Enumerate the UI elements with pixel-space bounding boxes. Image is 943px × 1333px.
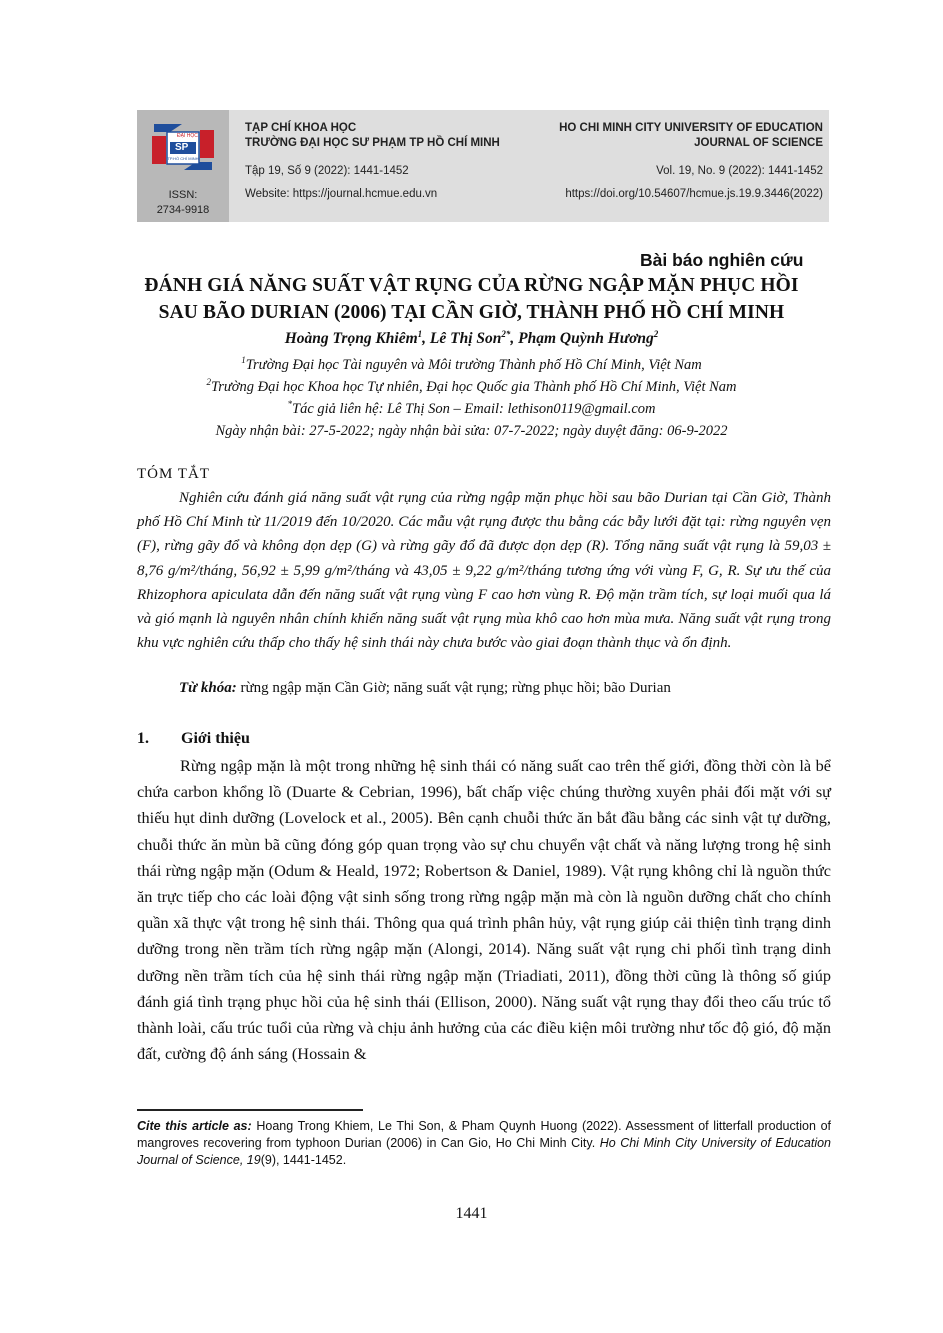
keywords-text: rừng ngập mặn Cần Giờ; năng suất vật rụng; rừng phục hồi; bão Durian [240,680,671,696]
journal-name-vi-1: TẠP CHÍ KHOA HỌC [245,122,357,134]
volume-en: Vol. 19, No. 9 (2022): 1441-1452 [656,165,823,177]
journal-name-en-2: JOURNAL OF SCIENCE [694,137,823,149]
citation-footnote [137,1118,831,1168]
corresponding-text: Tác giả liên hệ: Lê Thị Son – Email: lethison0119@gmail.com [292,401,656,417]
journal-logo-block [137,110,229,222]
author-2-sup: 2* [501,328,511,339]
affiliation-2 [0,379,943,396]
logo-mark: SP [175,142,189,153]
issn-label: ISSN: [168,189,198,201]
citation-label: Cite this article as: [137,1119,252,1133]
citation-text: Hoang Trong Khiem, Le Thi Son, & Pham Quynh Huong (2022). Assessment of litterfall production of mangroves recovering from typhoon Durian (2006) in Can Gio, Ho Chi Minh City. [137,1119,831,1150]
affiliation-1-sup: 1 [241,355,246,366]
affiliation-1-text: Trường Đại học Tài nguyên và Môi trường Thành phố Hồ Chí Minh, Việt Nam [245,357,702,373]
section-title: Giới thiệu [181,730,250,747]
author-2: Lê Thị Son [429,330,502,347]
citation-volume: 19 [246,1152,261,1167]
abstract-text: Nghiên cứu đánh giá năng suất vật rụng của rừng ngập mặn phục hồi sau bão Durian tại Cần Giờ, Thành phố Hồ Chí Minh từ 11/2019 đến 10/2020. Các mẫu vật rụng được thu bằng các bẫy lưới đặt tại: rừng nguyên vẹn (F), rừng gãy đổ và không dọn dẹp (G) và rừng gãy đổ đã được dọn dẹp (R). Tổng năng suất vật rụng là 59,03 ± 8,76 g/m²/tháng, 56,92 ± 5,99 g/m²/tháng và 43,05 ± 9,22 g/m²/tháng tương ứng với vùng F, G, R. Sự ưu thế của Rhizophora apiculata dẫn đến năng suất vật rụng vùng F cao hơn vùng R. Độ mặn trầm tích, sự loại muối qua lá và gió mạnh là nguyên nhân chính khiến năng suất vật rụng mùa khô cao hơn mùa mưa. Năng suất vật rụng trong khu vực nghiên cứu thấp cho thấy hệ sinh thái này chưa bước vào giai đoạn thành thục và ổn định. [137,490,831,652]
doi-link[interactable]: https://doi.org/10.54607/hcmue.js.19.9.3446(2022) [565,188,823,200]
affiliation-2-sup: 2 [206,377,211,388]
abstract-heading: TÓM TẮT [137,466,210,482]
author-3: Phạm Quỳnh Hương [518,330,654,347]
footnote-rule [137,1109,363,1111]
article-title-line-2: SAU BÃO DURIAN (2006) TẠI CẦN GIỜ, THÀNH PHỐ HỒ CHÍ MINH [158,302,785,323]
page-number: 1441 [455,1205,488,1222]
volume-vi: Tập 19, Số 9 (2022): 1441-1452 [245,165,409,177]
affiliation-1 [0,357,943,374]
journal-name-vi-2: TRƯỜNG ĐẠI HỌC SƯ PHẠM TP HỒ CHÍ MINH [245,137,500,149]
issn [137,188,229,218]
authors: Hoàng Trọng Khiêm$^1$, Lê Thị Son$^{2*}$, Phạm Quỳnh Hương$^2$ [284,328,659,347]
university-logo [146,118,220,176]
introduction-text: Rừng ngập mặn là một trong những hệ sinh thái có năng suất cao trên thế giới, đồng thời còn là bể chứa carbon khổng lồ (Duarte & Cebrian, 1996), bất chấp việc chúng thường xuyên phải đối mặt với sự thiếu hụt dinh dưỡng (Lovelock et al., 2005). Bên cạnh chuỗi thức ăn bắt đầu bằng các sinh vật tự dưỡng, chuỗi thức ăn mùn bã cũng đóng góp quan trọng vào sự chu chuyển vật chất và năng lượng trong hệ sinh thái rừng ngập mặn (Odum & Heald, 1972; Robertson & Daniel, 1989). Vật rụng không chỉ là nguồn thức ăn trực tiếp cho các loài động vật sinh sống trong rừng ngập mặn mà còn là nguồn dưỡng chất cho chính quần xã thực vật trong hệ sinh thái. Thông qua quá trình phân hủy, vật rụng giúp cải thiện tình trạng dinh dưỡng trong nền trầm tích rừng ngập mặn (Alongi, 2014). Năng suất vật rụng chi phối tình trạng dinh dưỡng nền trầm tích của hệ sinh thái rừng ngập mặn (Triadiati, 2011), đồng thời cũng là thông số giúp đánh giá tình trạng phục hồi của hệ sinh thái (Ellison, 2000). Năng suất vật rụng thay đổi theo cấu trúc tổ thành loài, cấu trúc tuổi của rừng và chịu ảnh hưởng của các điều kiện môi trường như tốc độ gió, độ mặn đất, cường độ ánh sáng (Hossain & [137,756,831,1064]
logo-subtext: ĐẠI HỌC [177,133,198,139]
website-link[interactable]: Website: https://journal.hcmue.edu.vn [245,188,438,200]
author-1: Hoàng Trọng Khiêm [284,330,418,347]
citation-journal: Ho Chi Minh City University of Education Journal of Science, [137,1135,832,1167]
author-1-sup: 1 [417,328,423,339]
corresponding-sup: * [287,399,293,410]
affiliation-2-text: Trường Đại học Khoa học Tự nhiên, Đại học Quốc gia Thành phố Hồ Chí Minh, Việt Nam [210,379,737,395]
journal-header-band [229,110,829,222]
corresponding-author [0,401,943,418]
keywords-label: Từ khóa: [179,680,237,696]
submission-dates: Ngày nhận bài: 27-5-2022; ngày nhận bài sửa: 07-7-2022; ngày duyệt đăng: 06-9-2022 [215,423,728,439]
keywords [179,680,671,697]
logo-city: TP.HỒ CHÍ MINH [167,156,199,161]
issn-value: 2734-9918 [156,204,210,216]
journal-name-en-1: HO CHI MINH CITY UNIVERSITY OF EDUCATION [559,122,823,134]
section-number: 1. [137,730,149,747]
author-3-sup: 2 [653,328,659,339]
section-heading [137,730,250,748]
citation-pages: (9), 1441-1452. [260,1152,347,1167]
article-title-line-1: ĐÁNH GIÁ NĂNG SUẤT VẬT RỤNG CỦA RỪNG NGẬP MẶN PHỤC HỒI [144,275,799,296]
article-type: Bài báo nghiên cứu [640,250,804,270]
